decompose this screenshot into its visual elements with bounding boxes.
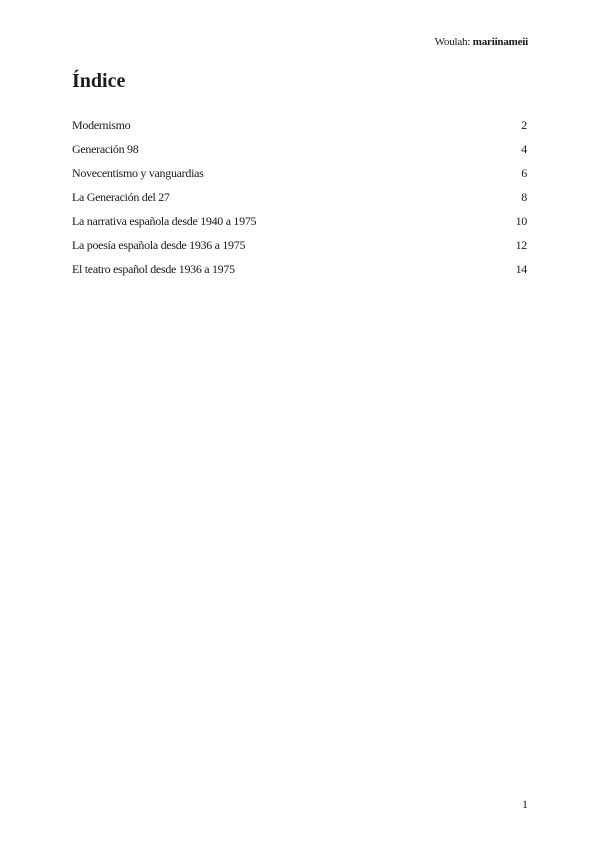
toc-entry-page: 12 (515, 238, 527, 252)
page-header (435, 36, 528, 48)
toc-entry-page: 14 (515, 262, 527, 276)
toc-entry (72, 214, 527, 238)
toc-entry-page: 2 (521, 118, 527, 132)
toc-entry-label: El teatro español desde 1936 a 1975 (72, 262, 235, 276)
toc-entry-page: 10 (515, 214, 527, 228)
toc-entry-page: 4 (521, 142, 527, 156)
toc-entry-label: La Generación del 27 (72, 190, 170, 204)
toc-entry (72, 118, 527, 142)
toc-entry (72, 142, 527, 166)
toc-entry-label: La narrativa española desde 1940 a 1975 (72, 214, 257, 228)
toc-entry (72, 166, 527, 190)
page-title: Índice (72, 70, 126, 92)
toc-entry-label: Novecentismo y vanguardias (72, 166, 204, 180)
toc-entry-page: 6 (521, 166, 527, 180)
header-author: mariinameii (472, 36, 528, 48)
toc-entry (72, 190, 527, 214)
table-of-contents (72, 118, 527, 286)
toc-entry-label: Modernismo (72, 118, 131, 132)
toc-entry (72, 262, 527, 286)
toc-entry-label: Generación 98 (72, 142, 139, 156)
page-number: 1 (522, 797, 528, 811)
toc-entry (72, 238, 527, 262)
header-prefix: Woulah: (434, 36, 471, 48)
toc-entry-label: La poesía española desde 1936 a 1975 (72, 238, 246, 252)
toc-entry-page: 8 (521, 190, 527, 204)
